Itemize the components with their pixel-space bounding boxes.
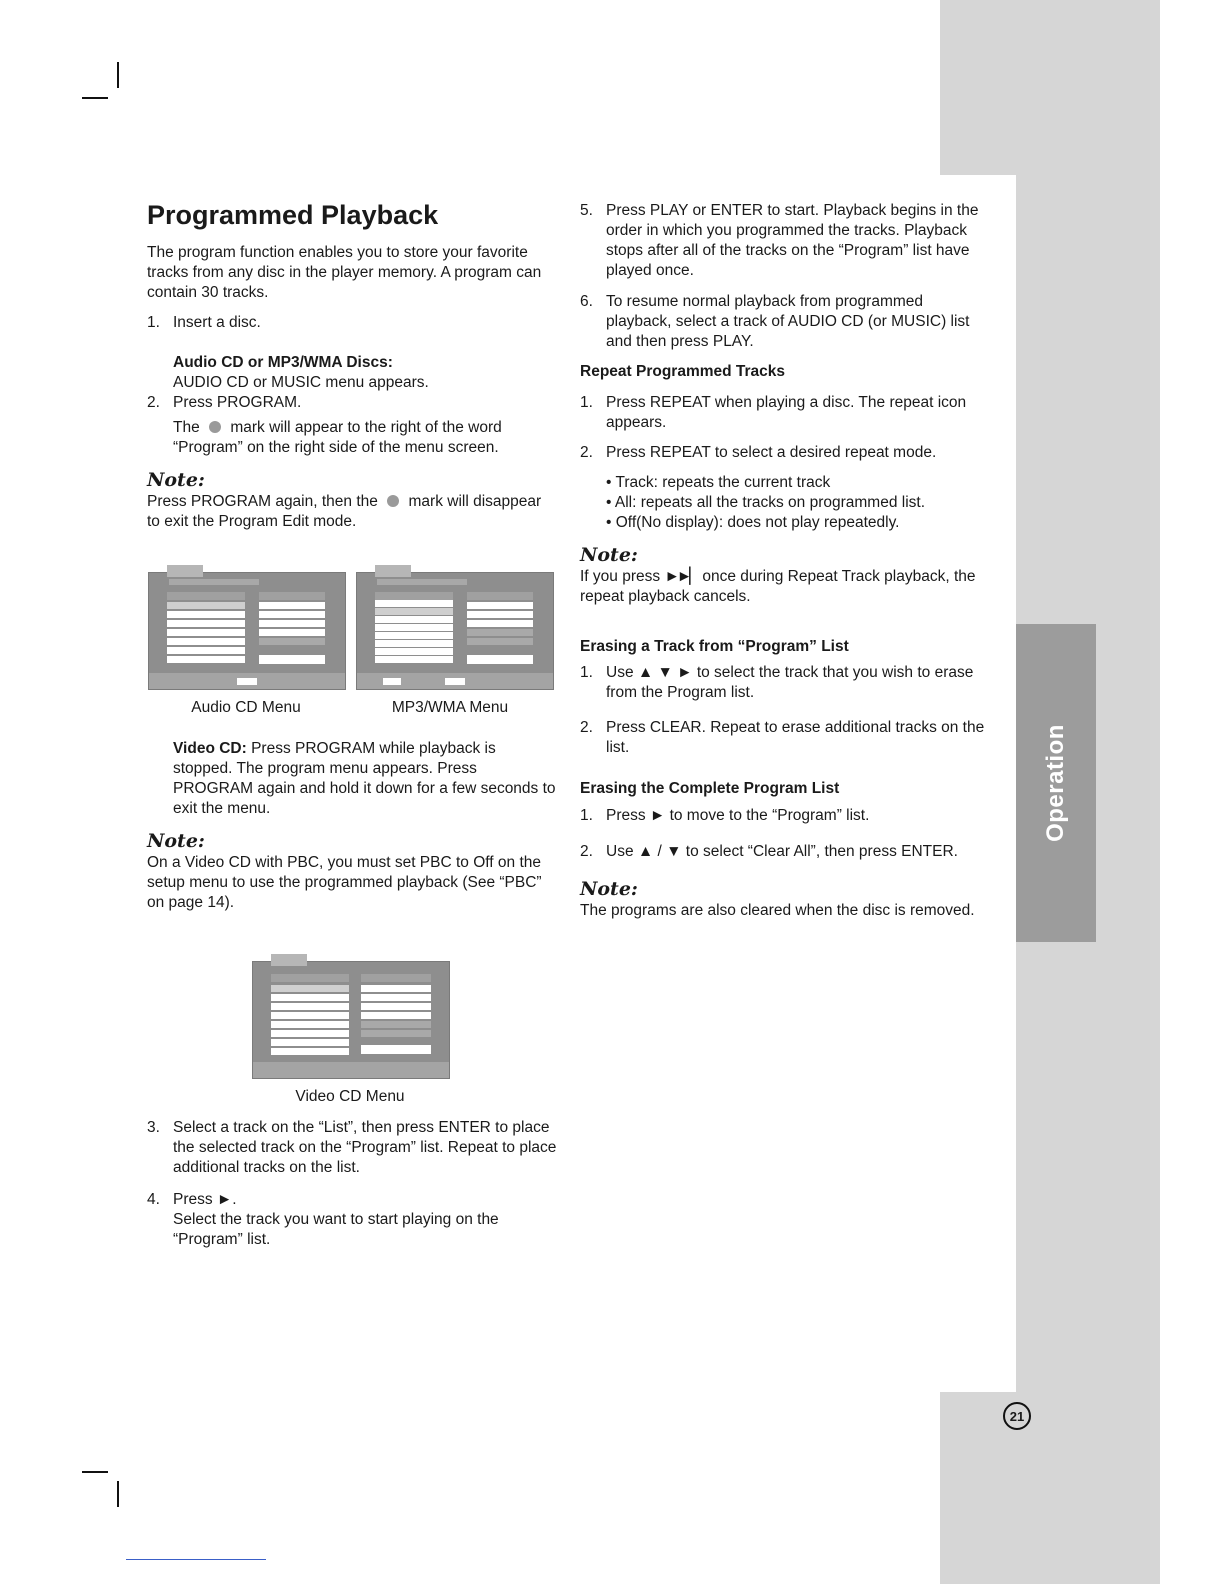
list-row xyxy=(167,647,245,654)
audio-disc-heading: Audio CD or MP3/WMA Discs: xyxy=(173,354,393,371)
step-5-number: 5. xyxy=(580,202,593,219)
video-cd-text: Press PROGRAM while playback is stopped. The program menu appears. Press PROGRAM again and hold it down for a few seconds to exit the menu. xyxy=(173,740,556,817)
page-title: Programmed Playback xyxy=(147,200,439,230)
step-2-number: 2. xyxy=(147,394,160,411)
note-1-heading: Note: xyxy=(147,469,205,491)
step-3-text: Select a track on the “List”, then press ENTER to place the selected track on the “Program” list. Repeat to place additional tracks on the list. xyxy=(173,1119,557,1176)
program-row xyxy=(467,611,533,618)
repeat-step-2-number: 2. xyxy=(580,444,593,461)
section-tab-label-wrap xyxy=(1016,624,1096,942)
list-header xyxy=(167,592,245,600)
list-row xyxy=(271,985,349,992)
video-cd-menu-caption: Video CD Menu xyxy=(295,1088,405,1105)
audio-disc-text: AUDIO CD or MUSIC menu appears. xyxy=(173,374,429,391)
list-row xyxy=(375,608,453,615)
erase-all-step-2-text: Use ▲ / ▼ to select “Clear All”, then press ENTER. xyxy=(606,843,958,860)
skip-forward-icon: ►►▏ xyxy=(664,568,699,585)
step-1 xyxy=(147,313,557,333)
list-row xyxy=(167,620,245,627)
list-row xyxy=(167,656,245,663)
right-column xyxy=(580,201,992,921)
step-4-number: 4. xyxy=(147,1191,160,1208)
repeat-step-1 xyxy=(580,393,992,433)
footer-button xyxy=(237,678,257,685)
program-row xyxy=(259,611,325,618)
step-6 xyxy=(580,292,992,352)
erase-all-step-1 xyxy=(580,806,992,826)
note-2-text: On a Video CD with PBC, you must set PBC to Off on the setup menu to use the programmed playback (See “PBC” on page 14). xyxy=(147,854,542,911)
step-6-number: 6. xyxy=(580,293,593,310)
clear-all-button xyxy=(361,1045,431,1054)
program-header xyxy=(467,592,533,600)
step-2-detail xyxy=(147,418,557,458)
left-column-middle xyxy=(147,739,557,913)
program-header xyxy=(259,592,325,600)
step-5 xyxy=(580,201,992,281)
program-row xyxy=(361,1003,431,1010)
list-row xyxy=(375,616,453,623)
menu-footer xyxy=(253,1062,449,1078)
erase-step-1-number: 1. xyxy=(580,664,593,681)
step-4 xyxy=(147,1190,557,1210)
list-row xyxy=(375,600,453,607)
note-3-text-end: once during Repeat Track playback, the repeat playback cancels. xyxy=(580,568,976,605)
crop-mark-bottom-horizontal xyxy=(82,1471,108,1473)
step-2-detail-start: The xyxy=(173,419,200,436)
repeat-step-1-text: Press REPEAT when playing a disc. The repeat icon appears. xyxy=(606,394,967,431)
audio-cd-menu-caption: Audio CD Menu xyxy=(191,699,301,716)
list-row xyxy=(271,1039,349,1046)
list-row xyxy=(271,1012,349,1019)
step-2-detail-end: mark will appear to the right of the word “Program” on the right side of the menu screen. xyxy=(173,419,502,456)
list-row xyxy=(167,602,245,609)
list-row xyxy=(375,656,453,663)
list-row xyxy=(375,648,453,655)
list-row xyxy=(167,629,245,636)
program-row-empty xyxy=(361,1030,431,1037)
menu-header-tab xyxy=(271,954,307,966)
program-header xyxy=(361,974,431,982)
list-row xyxy=(375,624,453,631)
erase-step-1-text: Use ▲ ▼ ► to select the track that you wish to erase from the Program list. xyxy=(606,664,974,701)
program-row-empty xyxy=(467,629,533,636)
list-row xyxy=(375,632,453,639)
crop-mark-top-horizontal xyxy=(82,97,108,99)
step-4-detail: Select the track you want to start playing on the “Program” list. xyxy=(173,1211,499,1248)
crop-mark-top-vertical xyxy=(117,62,119,88)
program-row-empty xyxy=(361,1021,431,1028)
note-1-text xyxy=(147,492,557,532)
step-1-number: 1. xyxy=(147,314,160,331)
erase-all-step-2-number: 2. xyxy=(580,843,593,860)
program-row xyxy=(259,629,325,636)
footer-button xyxy=(383,678,401,685)
menu-header-tab xyxy=(375,565,411,577)
page-number: 21 xyxy=(1003,1402,1031,1430)
list-row xyxy=(167,611,245,618)
program-row xyxy=(467,620,533,627)
list-row xyxy=(167,638,245,645)
footer-button xyxy=(445,678,465,685)
list-row xyxy=(271,1021,349,1028)
audio-cd-menu-image xyxy=(148,572,346,690)
step-1-text: Insert a disc. xyxy=(173,314,261,331)
note-3-text-start: If you press xyxy=(580,568,661,585)
erase-all-heading: Erasing the Complete Program List xyxy=(580,780,840,797)
erase-all-step-1-number: 1. xyxy=(580,807,593,824)
video-cd-heading: Video CD: xyxy=(173,740,247,757)
program-row xyxy=(361,985,431,992)
clear-all-button xyxy=(467,655,533,664)
program-mark-icon xyxy=(387,495,399,507)
erase-all-step-2 xyxy=(580,842,992,862)
note-3-text xyxy=(580,567,992,607)
erase-step-2-number: 2. xyxy=(580,719,593,736)
section-tab-label: Operation xyxy=(1042,724,1069,842)
intro-paragraph: The program function enables you to store your favorite tracks from any disc in the player memory. A program can contain 30 tracks. xyxy=(147,244,542,301)
video-cd-paragraph xyxy=(147,739,557,819)
list-header xyxy=(375,592,453,600)
program-row xyxy=(361,994,431,1001)
repeat-step-2-text: Press REPEAT to select a desired repeat mode. xyxy=(606,444,937,461)
program-row xyxy=(361,1012,431,1019)
step-3-number: 3. xyxy=(147,1119,160,1136)
list-row xyxy=(271,1030,349,1037)
note-4-heading: Note: xyxy=(580,878,638,900)
repeat-mode-bullet: • All: repeats all the tracks on programmed list. xyxy=(606,494,926,511)
program-row-empty xyxy=(467,638,533,645)
erase-all-step-1-text: Press ► to move to the “Program” list. xyxy=(606,807,870,824)
crop-mark-bottom-vertical xyxy=(117,1481,119,1507)
repeat-mode-bullet: • Track: repeats the current track xyxy=(606,474,831,491)
left-column xyxy=(147,199,557,532)
note-2-heading: Note: xyxy=(147,830,205,852)
list-row xyxy=(271,1003,349,1010)
left-column-bottom xyxy=(147,1118,557,1250)
menu-info-bar xyxy=(169,579,259,585)
step-2-text: Press PROGRAM. xyxy=(173,394,302,411)
note-4-text: The programs are also cleared when the disc is removed. xyxy=(580,902,975,919)
erase-step-1 xyxy=(580,663,992,703)
erase-step-2-text: Press CLEAR. Repeat to erase additional tracks on the list. xyxy=(606,719,985,756)
list-row xyxy=(271,1048,349,1055)
program-row xyxy=(467,602,533,609)
menu-header-tab xyxy=(167,565,203,577)
video-cd-menu-image xyxy=(252,961,450,1079)
step-2 xyxy=(147,393,557,413)
mp3-wma-menu-image xyxy=(356,572,554,690)
menu-info-bar xyxy=(377,579,467,585)
program-row-empty xyxy=(259,638,325,645)
list-row xyxy=(271,994,349,1001)
clear-all-button xyxy=(259,655,325,664)
note-1-text-end: mark will disappear to exit the Program Edit mode. xyxy=(147,493,542,530)
step-5-text: Press PLAY or ENTER to start. Playback begins in the order in which you programmed the tracks. Playback stops after all of the tracks on the “Program” list have played once. xyxy=(606,202,979,279)
program-row xyxy=(259,620,325,627)
note-3-heading: Note: xyxy=(580,544,638,566)
program-row xyxy=(259,602,325,609)
repeat-mode-bullet: • Off(No display): does not play repeatedly. xyxy=(606,514,900,531)
mp3-wma-menu-caption: MP3/WMA Menu xyxy=(391,699,509,716)
repeat-step-2 xyxy=(580,443,992,463)
list-row xyxy=(375,640,453,647)
note-1-text-start: Press PROGRAM again, then the xyxy=(147,493,378,510)
step-3 xyxy=(147,1118,557,1178)
program-mark-icon xyxy=(209,421,221,433)
step-4-text: Press ►. xyxy=(173,1191,237,1208)
step-6-text: To resume normal playback from programmed playback, select a track of AUDIO CD (or MUSIC) list and then press PLAY. xyxy=(606,293,970,350)
repeat-heading: Repeat Programmed Tracks xyxy=(580,363,786,380)
footer-rule xyxy=(126,1559,266,1560)
repeat-step-1-number: 1. xyxy=(580,394,593,411)
list-header xyxy=(271,974,349,982)
erase-track-heading: Erasing a Track from “Program” List xyxy=(580,638,849,655)
erase-step-2 xyxy=(580,718,992,758)
